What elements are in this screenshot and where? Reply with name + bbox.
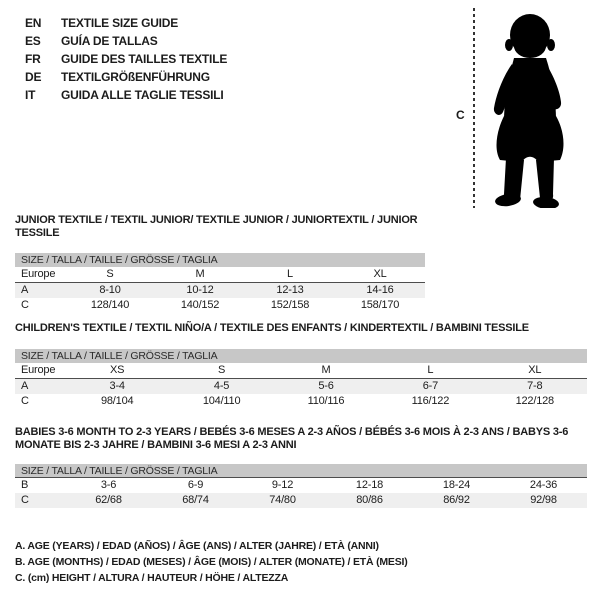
size-cell: 9-12 [271,479,294,491]
size-figure [450,8,590,210]
table-row [15,394,587,409]
size-cell: 24-36 [529,479,558,491]
table-row [15,363,587,379]
guide-title: GUIDE DES TAILLES TEXTILE [61,52,228,66]
table-row [15,379,587,395]
footnote-line: B. AGE (MONTHS) / EDAD (MESES) / ÂGE (MOIS) / ALTER (MONATE) / ETÀ (MESI) [15,556,408,568]
size-cell: 80/86 [326,493,413,508]
size-cell: XL [483,363,587,379]
size-cell: 6-7 [378,379,482,395]
size-cell: 110/116 [307,395,345,407]
size-cell: 12-13 [245,283,335,299]
size-cell: 6-9 [187,479,204,491]
size-cell: 74/80 [239,493,326,508]
table-title: JUNIOR TEXTILE / TEXTIL JUNIOR/ TEXTILE JUNIOR / JUNIORTEXTIL / JUNIOR TESSILE [15,214,418,239]
size-cell: 152/158 [270,299,310,311]
size-cell: 68/74 [152,493,239,508]
footnote-line: C. (cm) HEIGHT / ALTURA / HAUTEUR / HÖHE / ALTEZZA [15,572,289,584]
size-cell: 4-5 [169,379,273,395]
table-row [15,493,587,508]
language-title-list [25,14,227,104]
height-measure-line [473,8,475,208]
size-cell: 122/128 [515,395,554,407]
language-code: ES [25,34,41,48]
size-cell: 158/170 [360,299,400,311]
language-title-row [25,14,227,32]
table-row [15,283,425,299]
guide-title: GUIDA ALLE TAGLIE TESSILI [61,88,224,102]
size-cell: L [378,363,482,379]
table-title: CHILDREN'S TEXTILE / TEXTIL NIÑO/A / TEXTILE DES ENFANTS / KINDERTEXTIL / BAMBINI TESSILE [15,322,529,334]
size-cell: 14-16 [335,283,425,299]
size-table [15,267,425,313]
size-cell: XL [335,267,425,283]
size-cell: 104/110 [202,395,241,407]
table-title: BABIES 3-6 MONTH TO 2-3 YEARS / BEBÉS 3-6 MESES A 2-3 AÑOS / BÉBÉS 3-6 MOIS À 2-3 ANS / BABYS 3-6 MONATE BIS 2-3 JAHRE / BAMBINI 3-6 MESI A 2-3 ANNI [15,426,569,451]
childrens-textile-table [15,322,587,409]
size-cell: 92/98 [500,493,587,508]
size-header-band: SIZE / TALLA / TAILLE / GRÖSSE / TAGLIA [15,464,587,478]
size-cell: 140/152 [180,299,220,311]
size-cell: S [169,363,273,379]
language-title-row [25,50,227,68]
size-cell: 3-4 [65,379,169,395]
row-label: Europe [15,267,65,283]
size-cell: XS [65,363,169,379]
row-label: C [21,299,29,311]
size-cell: 18-24 [442,479,471,491]
language-code: IT [25,88,36,102]
language-code: FR [25,52,41,66]
size-cell: 116/122 [411,395,450,407]
language-code: EN [25,16,42,30]
size-cell: 86/92 [413,493,500,508]
language-code: DE [25,70,42,84]
size-cell: 8-10 [65,283,155,299]
row-label: B [21,479,29,491]
row-label: Europe [15,363,65,379]
size-cell: L [245,267,335,283]
size-header-band: SIZE / TALLA / TAILLE / GRÖSSE / TAGLIA [15,253,425,267]
size-cell: 12-18 [355,479,384,491]
size-cell: 62/68 [65,493,152,508]
row-label: C [15,493,65,508]
language-title-row [25,32,227,50]
size-cell: 98/104 [100,395,134,407]
guide-title: TEXTILE SIZE GUIDE [61,16,179,30]
language-title-row [25,86,227,104]
size-header-band: SIZE / TALLA / TAILLE / GRÖSSE / TAGLIA [15,349,587,363]
table-row [15,267,425,283]
row-label: A [15,379,65,395]
size-cell: 7-8 [483,379,587,395]
size-cell: 128/140 [90,299,130,311]
row-label: C [21,395,29,407]
babies-textile-table [15,426,587,508]
size-cell: M [274,363,378,379]
footnote-line: A. AGE (YEARS) / EDAD (AÑOS) / ÂGE (ANS) / ALTER (JAHRE) / ETÀ (ANNI) [15,540,379,552]
size-table [15,363,587,409]
table-row [15,478,587,493]
language-title-row [25,68,227,86]
size-cell: 10-12 [155,283,245,299]
size-cell: 5-6 [274,379,378,395]
guide-title: GUÍA DE TALLAS [61,34,158,48]
row-label: A [15,283,65,299]
baby-silhouette-icon [483,8,575,208]
height-measure-label: C [456,108,465,122]
legend-footnotes [15,538,408,586]
size-cell: 3-6 [100,479,117,491]
size-cell: S [65,267,155,283]
guide-title: TEXTILGRÖßENFÜHRUNG [61,70,210,84]
table-row [15,298,425,313]
junior-textile-table [15,214,425,313]
size-cell: M [155,267,245,283]
size-table [15,478,587,508]
